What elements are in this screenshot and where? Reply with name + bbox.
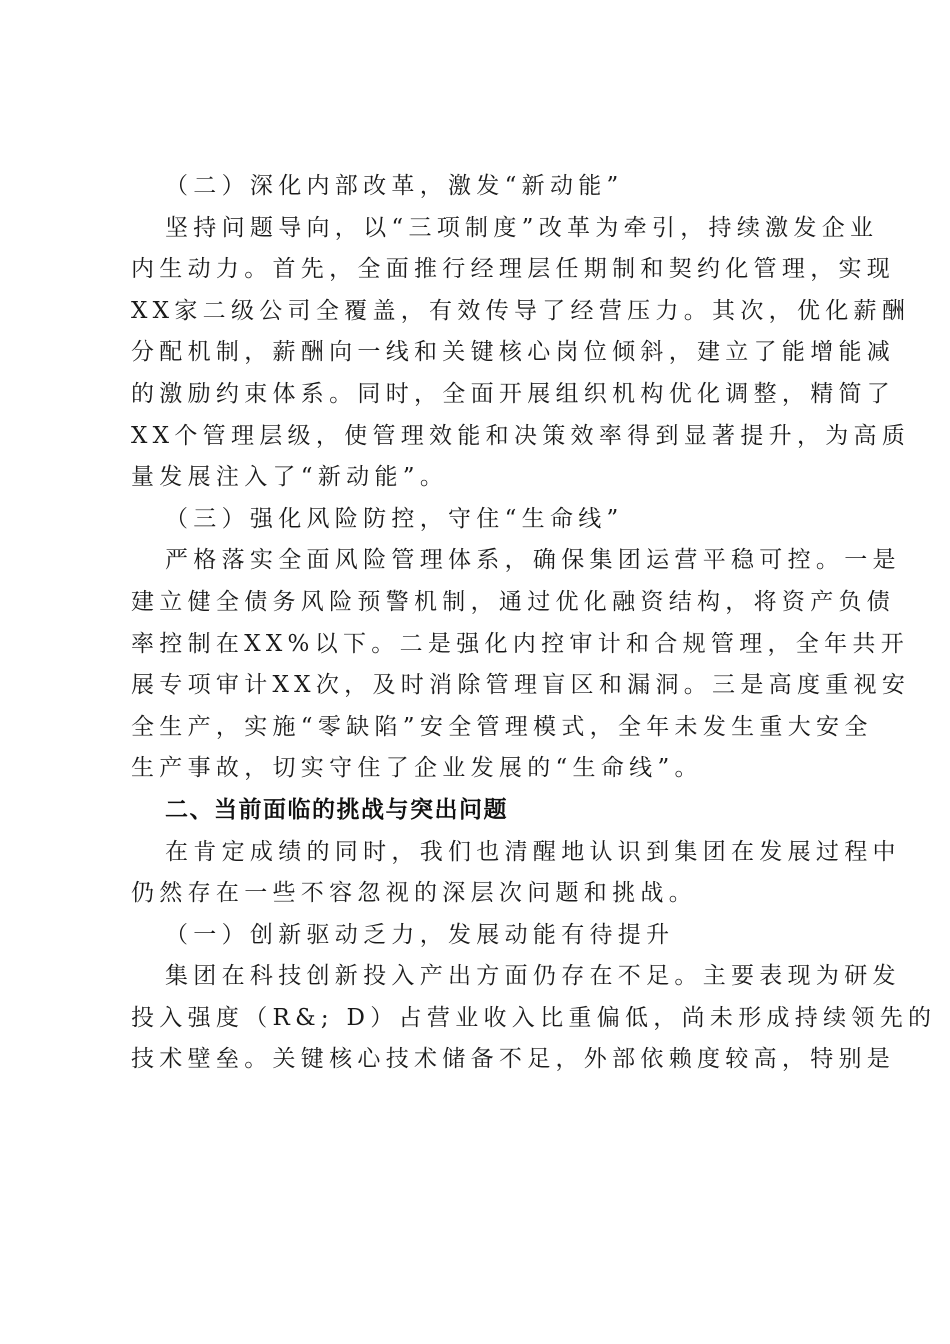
paragraph-line: 建立健全债务风险预警机制，通过优化融资结构，将资产负债 (131, 588, 896, 615)
paragraph-line: XX个管理层级，使管理效能和决策效率得到显著提升，为高质 (131, 422, 911, 449)
document-body (131, 166, 937, 1081)
paragraph-line: 量发展注入了“新动能”。 (131, 464, 449, 491)
paragraph-line: 展专项审计XX次，及时消除管理盲区和漏洞。三是高度重视安 (131, 672, 911, 699)
paragraph-line: 全生产，实施“零缺陷”安全管理模式，全年未发生重大安全 (131, 713, 873, 740)
paragraph-line: XX家二级公司全覆盖，有效传导了经营压力。其次，优化薪酬 (131, 297, 911, 324)
paragraph-line: 生产事故，切实守住了企业发展的“生命线”。 (131, 755, 703, 782)
paragraph-risk (131, 540, 911, 790)
section-heading-challenges: 二、当前面临的挑战与突出问题 (165, 796, 508, 823)
paragraph-line: 技术壁垒。关键核心技术储备不足，外部依赖度较高，特别是 (131, 1046, 896, 1073)
paragraph-line: 的激励约束体系。同时，全面开展组织机构优化调整，精简了 (131, 380, 896, 407)
paragraph-line: 仍然存在一些不容忽视的深层次问题和挑战。 (131, 880, 697, 907)
subheading-deepen-reform: （二）深化内部改革，激发“新动能” (165, 173, 624, 199)
paragraph-reform (131, 208, 911, 499)
paragraph-line: 严格落实全面风险管理体系，确保集团运营平稳可控。一是 (165, 547, 901, 574)
paragraph-line: 在肯定成绩的同时，我们也清醒地认识到集团在发展过程中 (165, 838, 901, 865)
subheading-innovation: （一）创新驱动乏力，发展动能有待提升 (165, 921, 675, 948)
paragraph-line: 内生动力。首先，全面推行经理层任期制和契约化管理，实现 (131, 256, 896, 283)
paragraph-line: 集团在科技创新投入产出方面仍存在不足。主要表现为研发 (165, 963, 901, 990)
subheading-risk-control: （三）强化风险防控，守住“生命线” (165, 505, 624, 532)
paragraph-line: 投入强度（R&; D）占营业收入比重偏低，尚未形成持续领先的 (131, 1004, 937, 1031)
paragraph-challenges-intro (131, 832, 901, 915)
paragraph-innovation (131, 956, 937, 1081)
paragraph-line: 分配机制，薪酬向一线和关键核心岗位倾斜，建立了能增能减 (131, 339, 896, 366)
paragraph-line: 率控制在XX%以下。二是强化内控审计和合规管理，全年共开 (131, 630, 910, 657)
paragraph-line: 坚持问题导向，以“三项制度”改革为牵引，持续激发企业 (165, 214, 879, 241)
